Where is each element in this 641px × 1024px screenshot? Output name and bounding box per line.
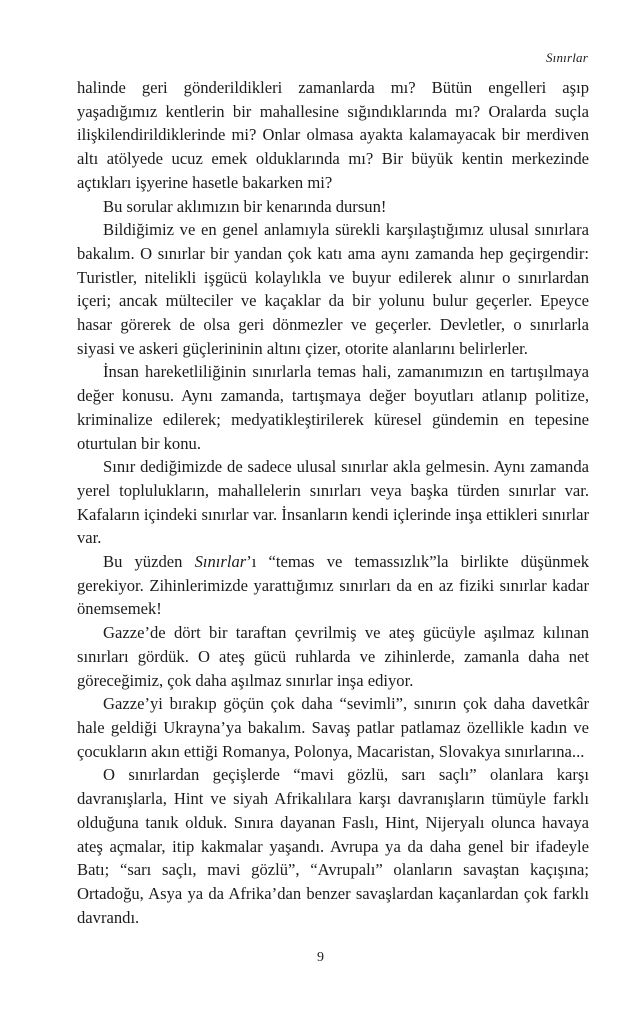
paragraph-continued: halinde geri gönderildikleri zamanlarda mı? Bütün engelleri aşıp yaşadığımız kentlerin bir mahallesine sığındıklarında mı? Oralarda suçla ilişkilendirildiklerinde mi? Onlar olmasa ayakta kalamayacak bir merdiven altı atölyede ucuz emek olduklarında mı? Bir büyük kentin merkezinde açtıkları işyerine hasetle bakarken mi?: [77, 78, 589, 192]
body-text: [77, 76, 589, 929]
paragraph-text-after: ’ı “temas ve temassızlık”la birlikte düşünmek gerekiyor. Zihinlerimizde yarattığımız sınırları da en az fiziki sınırlar kadar önemsemek!: [77, 552, 589, 619]
paragraph-with-italic-title: [77, 550, 589, 621]
paragraph: Bildiğimiz ve en genel anlamıyla sürekli karşılaştığımız ulusal sınırlara bakalım. O sınırlar bir yandan çok katı ama aynı zamanda hep geçirgendir: Turistler, nitelikli işgücü kolaylıkla ve buyur edilerek alınır o sınırlardan içeri; ancak mülteciler ve kaçaklar da bir yolunu bulur geçerler. Epeyce hasar görerek de olsa geri dönmezler ve geçerler. Devletler, o sınırlarla siyasi ve askeri güçlerininin altını çizer, otorite alanlarını belirlerler.: [77, 220, 589, 358]
paragraph: Bu sorular aklımızın bir kenarında dursun!: [103, 196, 387, 216]
paragraph: Sınır dediğimizde de sadece ulusal sınırlar akla gelmesin. Aynı zamanda yerel toplulukların, mahallelerin sınırları veya başka türden sınırlar var. Kafaların içindeki sınırlar var. İnsanların kendi içlerinde inşa ettikleri sınırlar var.: [77, 457, 589, 548]
paragraph: İnsan hareketliliğinin sınırlarla temas hali, zamanımızın en tartışılmaya değer konusu. Aynı zamanda, tartışmaya değer boyutları atlanıp politize, kriminalize edilerek; medyatikleştirilerek küresel gündemin en tepesine oturtulan bir konu.: [77, 362, 589, 453]
paragraph-text-before: Bu yüzden: [103, 552, 195, 572]
running-header: Sınırlar: [545, 50, 588, 65]
paragraph: Gazze’yi bırakıp göçün çok daha “sevimli”, sınırın çok daha davetkâr hale geldiği Ukrayna’ya bakalım. Savaş patlar patlamaz özellikle kadın ve çocukların akın ettiği Romanya, Polonya, Macaristan, Slovakya sınırlarına...: [77, 694, 589, 761]
page-number: 9: [317, 950, 324, 965]
paragraph: O sınırlardan geçişlerde “mavi gözlü, sarı saçlı” olanlara karşı davranışlarla, Hint ve siyah Afrikalılara karşı davranışların tümüyle farklı olduğuna tanık olduk. Sınıra dayanan Faslı, Hint, Nijeryalı olunca havaya ateş açmalar, itip kakmalar yaşandı. Avrupa ya da daha genel bir ifadeyle Batı; “sarı saçlı, mavi gözlü”, “Avrupalı” olanların savaştan kaçışına; Ortadoğu, Asya ya da Afrika’dan benzer savaşlardan kaçanlardan çok farklı davrandı.: [77, 765, 589, 927]
italic-book-title: Sınırlar: [194, 552, 247, 572]
paragraph: Gazze’de dört bir taraftan çevrilmiş ve ateş gücüyle aşılmaz kılınan sınırları gördük. O ateş gücü ruhlarda ve zihinlerde, zamanla daha net göreceğimiz, çok daha aşılmaz sınırlar inşa ediyor.: [77, 623, 589, 690]
